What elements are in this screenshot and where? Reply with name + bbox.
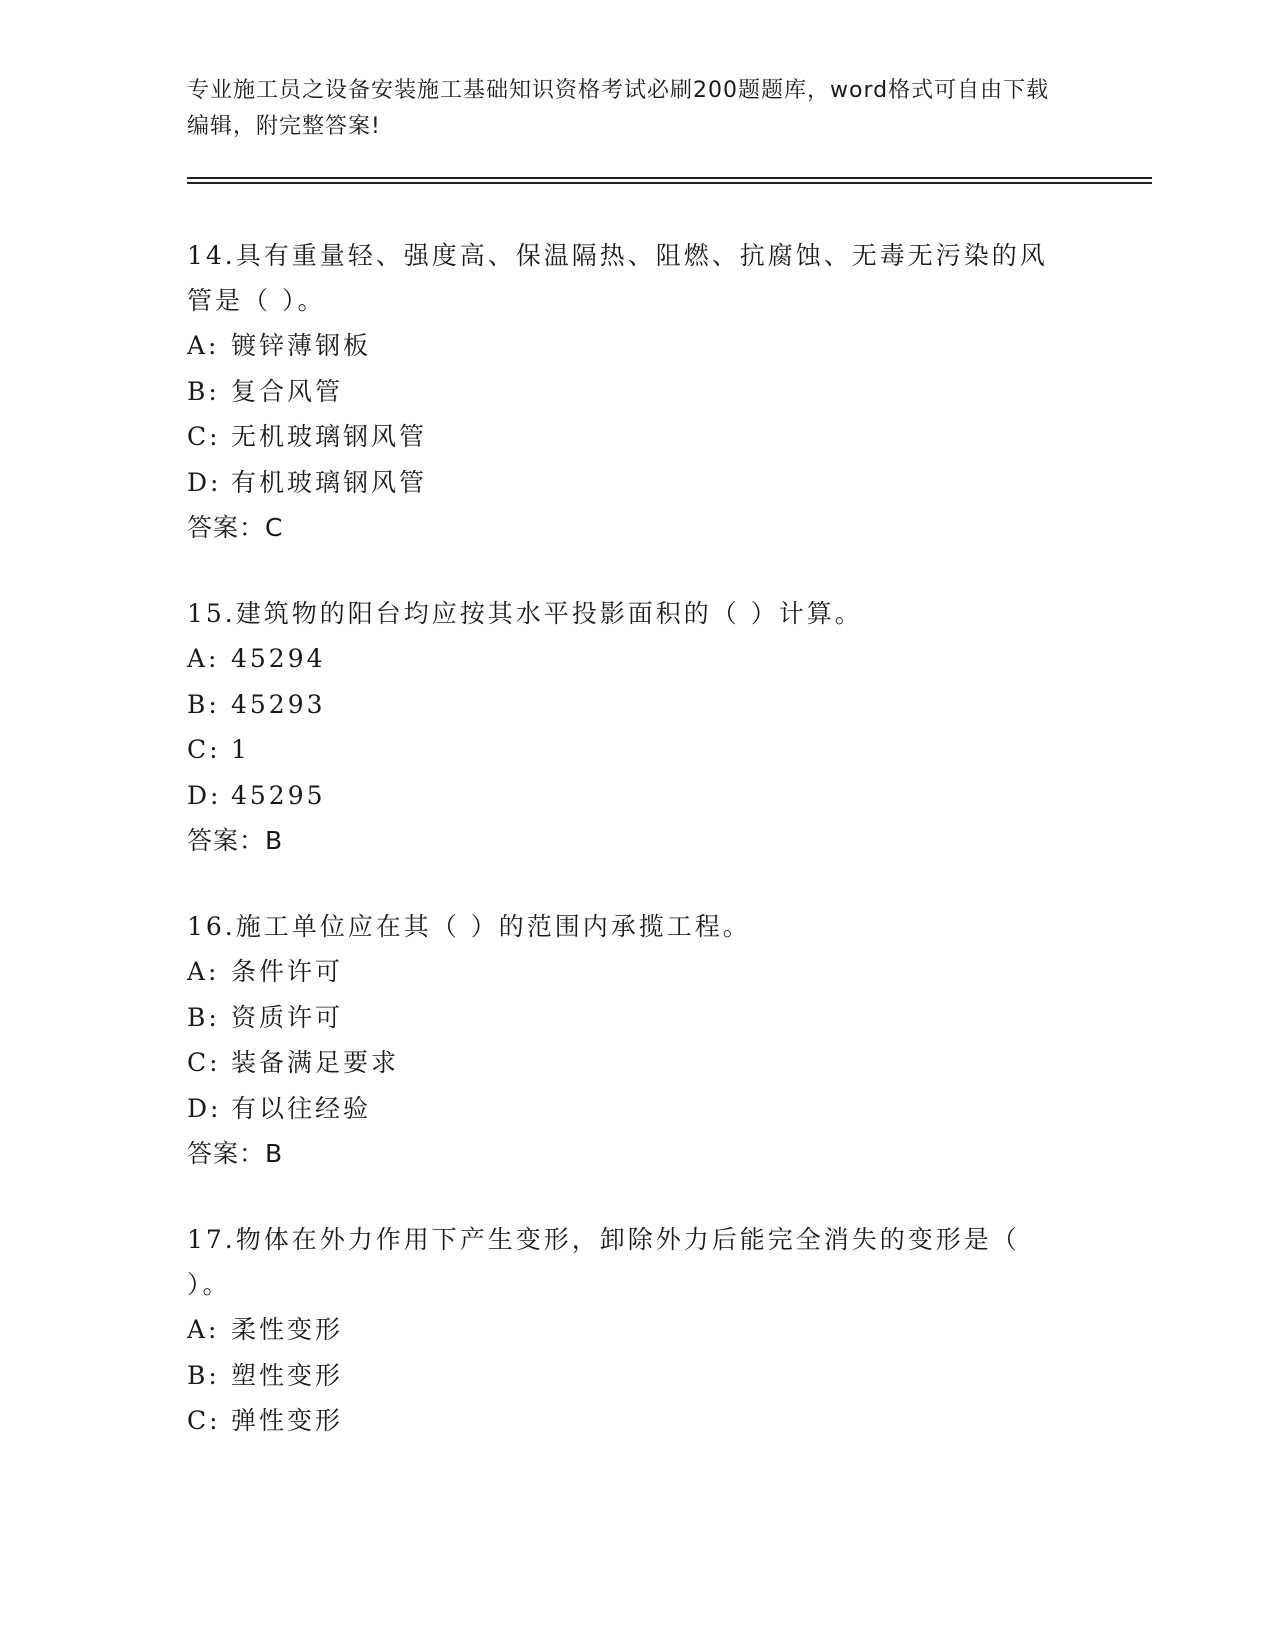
option-text: 镀锌薄钢板 [231,331,372,360]
question-stem: 17.物体在外力作用下产生变形，卸除外力后能完全消失的变形是（ ）。 [187,1225,1020,1299]
option-text: 复合风管 [231,376,344,406]
option-text: 45293 [231,689,326,719]
question-list [187,233,1087,1484]
question-14 [187,233,1087,551]
option-letter: B: [187,1002,220,1032]
option-d [187,460,1087,506]
question-16 [187,904,1087,1177]
option-b [187,1353,1087,1399]
option-d [187,773,1087,819]
option-text: 塑性变形 [231,1360,344,1390]
option-b [187,995,1087,1041]
option-letter: C: [187,422,221,451]
option-a [187,949,1087,995]
option-text: 有机玻璃钢风管 [231,467,428,497]
option-text: 弹性变形 [231,1406,344,1435]
option-letter: C: [187,1048,221,1077]
question-stem: 14.具有重量轻、强度高、保温隔热、阻燃、抗腐蚀、无毒无污染的风管是（ ）。 [187,241,1048,315]
option-letter: D: [187,467,222,497]
option-c [187,1398,1087,1444]
header-divider-top [187,177,1152,179]
header-divider-bottom [187,182,1152,184]
option-text: 45294 [231,644,326,673]
option-b [187,369,1087,415]
option-text: 无机玻璃钢风管 [231,422,428,451]
option-c [187,414,1087,460]
option-a [187,636,1087,682]
option-text: 装备满足要求 [231,1048,400,1077]
question-stem: 16.施工单位应在其（ ）的范围内承揽工程。 [187,912,751,941]
option-letter: B: [187,1360,220,1390]
option-a [187,1307,1087,1353]
option-text: 资质许可 [231,1002,344,1032]
option-text: 柔性变形 [231,1315,344,1344]
question-15 [187,591,1087,864]
option-letter: D: [187,1093,222,1123]
option-letter: D: [187,780,222,810]
option-b [187,682,1087,728]
option-d [187,1086,1087,1132]
option-letter: C: [187,735,221,764]
option-letter: A: [187,644,220,673]
option-text: 1 [231,735,250,764]
document-header: 专业施工员之设备安装施工基础知识资格考试必刷200题题库，word格式可自由下载编辑，附完整答案! [187,78,1050,139]
option-letter: A: [187,957,220,986]
question-stem: 15.建筑物的阳台均应按其水平投影面积的（ ）计算。 [187,599,863,628]
option-text: 有以往经验 [231,1093,372,1123]
option-c [187,1040,1087,1086]
answer-line: 答案：C [187,513,284,542]
option-letter: A: [187,331,220,360]
option-text: 45295 [231,780,326,810]
option-a [187,323,1087,369]
option-letter: C: [187,1406,221,1435]
option-letter: A: [187,1315,220,1344]
question-17 [187,1217,1087,1444]
option-text: 条件许可 [231,957,344,986]
answer-line: 答案：B [187,1139,284,1168]
option-letter: B: [187,376,220,406]
answer-line: 答案：B [187,826,284,855]
option-c [187,727,1087,773]
option-letter: B: [187,689,220,719]
